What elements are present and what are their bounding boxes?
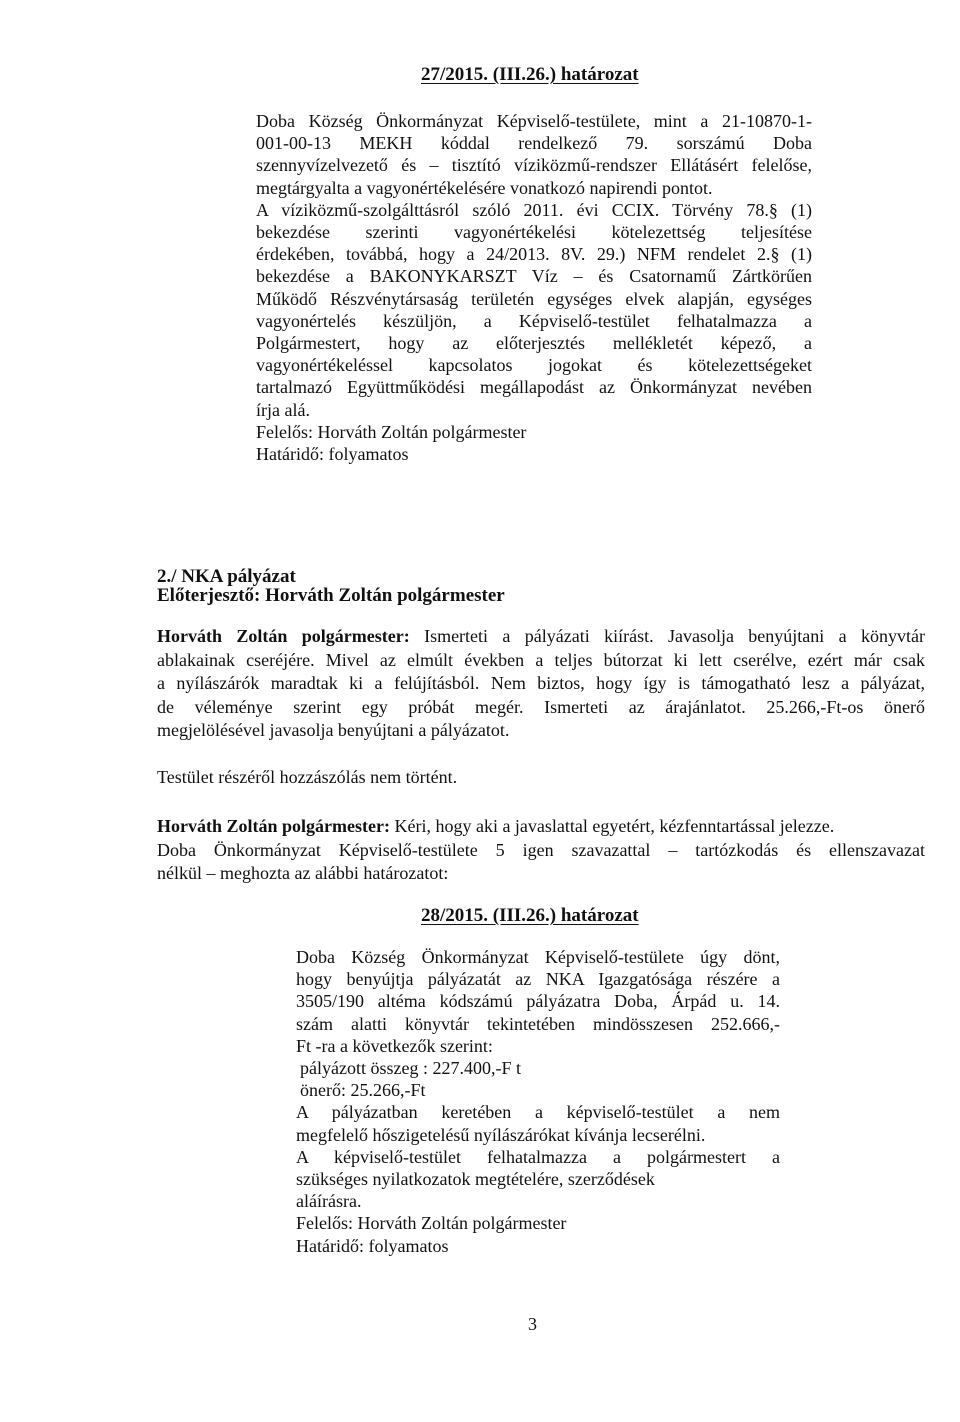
resolution-2-responsible: Felelős: Horváth Zoltán polgármester <box>296 1213 567 1234</box>
resolution-1-line: megtárgyalta a vagyonértékelésére vonatkozó napirendi pontot. <box>256 177 713 198</box>
resolution-1-line: bekezdése szerinti vagyonértékelési kötelezettség teljesítése <box>256 222 812 243</box>
resolution-1-line: Doba Község Önkormányzat Képviselő-testülete, mint a 21-10870-1- <box>256 111 812 131</box>
speech-2-speaker: Horváth Zoltán polgármester: <box>157 816 390 836</box>
resolution-1-deadline: Határidő: folyamatos <box>256 444 409 465</box>
no-comment-text: Testület részéről hozzászólás nem történt. <box>157 767 458 787</box>
resolution-1-line: tartalmazó Együttműködési megállapodást az Önkormányzat nevében <box>256 377 812 398</box>
resolution-1-line: vagyonértelés készüljön, a Képviselő-testület felhatalmazza a <box>256 310 812 331</box>
speech-2-line: nélkül – meghozta az alábbi határozatot: <box>157 863 449 883</box>
resolution-2-body <box>296 946 780 1257</box>
speech-2-line: Doba Önkormányzat Képviselő-testülete 5 igen szavazattal – tartózkodás és ellenszavazat <box>157 839 925 860</box>
speech-1-line: a nyílászárók maradtak ki a felújításból. Nem biztos, hogy így is támogatható lesz a pályázat, <box>157 673 925 693</box>
no-comment <box>157 766 925 790</box>
speech-1-speaker: Horváth Zoltán polgármester: <box>157 626 410 646</box>
resolution-2-line: A pályázatban keretében a képviselő-testület a nem <box>296 1102 780 1123</box>
resolution-1-line: A víziközmű-szolgálttásról szóló 2011. évi CCIX. Törvény 78.§ (1) <box>256 199 812 220</box>
resolution-2-title: 28/2015. (III.26.) határozat <box>421 905 639 926</box>
resolution-1-line: érdekében, továbbá, hogy a 24/2013. 8V. 29.) NFM rendelet 2.§ (1) <box>256 244 812 265</box>
section-2-title: 2./ NKA pályázat <box>157 566 296 587</box>
speech-2 <box>157 815 925 886</box>
speech-1-first-line <box>157 625 925 649</box>
section-2-presenter: Előterjesztő: Horváth Zoltán polgármester <box>157 585 505 606</box>
resolution-1-line: írja alá. <box>256 399 310 420</box>
resolution-1-line: vagyonértékeléssel kapcsolatos jogokat és kötelezettségeket <box>256 355 812 376</box>
resolution-1-line: szennyvízelvezető és – tisztító víziközmű-rendszer Ellátásért felelőse, <box>256 155 812 176</box>
resolution-2-amount-requested: pályázott összeg : 227.400,-F t <box>300 1058 521 1079</box>
resolution-2-line: hogy benyújtja pályázatát az NKA Igazgatósága részére a <box>296 969 780 990</box>
resolution-2-line: megfelelő hőszigetelésű nyílászárókat kívánja lecserélni. <box>296 1124 706 1145</box>
resolution-2-line: A képviselő-testület felhatalmazza a polgármestert a <box>296 1146 780 1167</box>
resolution-1-line: Polgármestert, hogy az előterjesztés mellékletét képező, a <box>256 333 812 354</box>
resolution-1-line: bekezdése a BAKONYKARSZT Víz – és Csatornamű Zártkörűen <box>256 266 812 287</box>
speech-2-first-line-text: Kéri, hogy aki a javaslattal egyetért, kézfenntartással jelezze. <box>389 816 835 836</box>
resolution-1-line: Működő Részvénytársaság területén egységes elvek alapján, egységes <box>256 288 812 309</box>
resolution-2-line: Ft -ra a következők szerint: <box>296 1035 493 1056</box>
resolution-2-line: aláírásra. <box>296 1191 362 1212</box>
resolution-1-title: 27/2015. (III.26.) határozat <box>421 64 639 85</box>
resolution-2-line: szükséges nyilatkozatok megtételére, szerződések <box>296 1169 655 1190</box>
speech-1-line: ablakainak cseréjére. Mivel az elmúlt években a teljes bútorzat ki lett cserélve, ezért már csak <box>157 649 925 670</box>
speech-1-line: de véleménye szerint egy próbát megér. Ismerteti az árajánlatot. 25.266,-Ft-os önerő <box>157 696 925 717</box>
speech-1-line: megjelölésével javasolja benyújtani a pályázatot. <box>157 720 510 740</box>
resolution-2-line: Doba Község Önkormányzat Képviselő-testülete úgy dönt, <box>296 947 780 967</box>
speech-1-first-line-text: Ismerteti a pályázati kiírást. Javasolja benyújtani a könyvtár <box>409 626 925 646</box>
resolution-1-responsible: Felelős: Horváth Zoltán polgármester <box>256 421 527 442</box>
speech-2-first-line <box>157 815 925 839</box>
resolution-2-deadline: Határidő: folyamatos <box>296 1235 449 1256</box>
resolution-1-body <box>256 110 812 465</box>
resolution-2-own-contribution: önerő: 25.266,-Ft <box>300 1080 426 1101</box>
resolution-2-line: 3505/190 altéma kódszámú pályázatra Doba, Árpád u. 14. <box>296 991 780 1012</box>
resolution-2-line: szám alatti könyvtár tekintetében mindösszesen 252.666,- <box>296 1013 780 1034</box>
resolution-1-line: 001-00-13 MEKH kóddal rendelkező 79. sorszámú Doba <box>256 133 812 154</box>
speech-1 <box>157 625 925 743</box>
page-number: 3 <box>528 1314 537 1334</box>
